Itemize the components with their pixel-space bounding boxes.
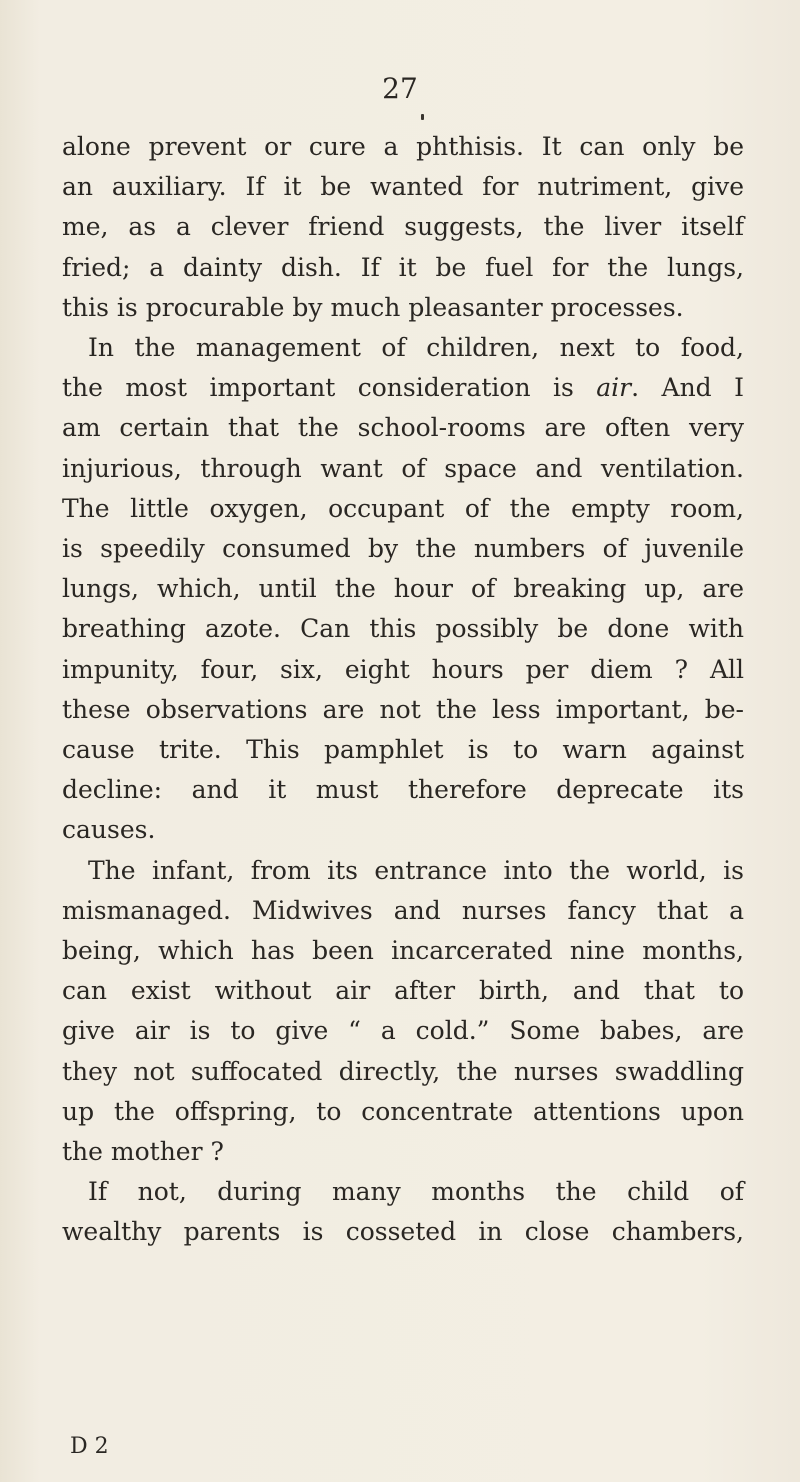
text-line: can exist without air after birth, and that to — [62, 976, 744, 1006]
text-line: cause trite. This pamphlet is to warn against — [62, 735, 744, 764]
text-line: wealthy parents is cosseted in close chambers, — [62, 1217, 744, 1247]
text-line: lungs, which, until the hour of breaking up, are — [62, 574, 744, 604]
text-line: being, which has been incarcerated nine months, — [62, 936, 744, 965]
emphasis-air: air — [596, 373, 632, 403]
text-line: the mother ? — [62, 1137, 224, 1166]
text-line: breathing azote. Can this possibly be done with — [62, 614, 744, 644]
text-line: alone prevent or cure a phthisis. It can only be — [62, 132, 744, 161]
text-line: In the management of children, next to food, — [88, 333, 744, 362]
text-line: The little oxygen, occupant of the empty room, — [62, 493, 744, 523]
text-line: this is procurable by much pleasanter processes. — [62, 292, 684, 322]
text-line: give air is to give “ a cold.” Some babes, are — [62, 1016, 744, 1046]
text-line: am certain that the school-rooms are often very — [62, 413, 744, 443]
text-line: they not suffocated directly, the nurses swaddling — [62, 1056, 744, 1086]
text-line: is speedily consumed by the numbers of juvenile — [62, 534, 744, 563]
text-line: an auxiliary. If it be wanted for nutriment, give — [62, 172, 744, 202]
text-line: decline: and it must therefore deprecate its — [62, 775, 744, 805]
text-line: impunity, four, six, eight hours per diem ? All — [62, 654, 744, 684]
text-line: injurious, through want of space and ventilation. — [62, 453, 744, 483]
text-line: causes. — [62, 815, 156, 845]
text-line: fried; a dainty dish. If it be fuel for the lungs, — [62, 252, 744, 282]
text-line: these observations are not the less important, be- — [62, 694, 744, 724]
text-line: the most important consideration is air. And I — [62, 373, 744, 403]
text-line: me, as a clever friend suggests, the liver itself — [62, 212, 744, 242]
text-line: mismanaged. Midwives and nurses fancy that a — [62, 895, 744, 925]
ink-mark — [421, 114, 424, 120]
page-number: 27 — [382, 72, 418, 105]
text-line: The infant, from its entrance into the world, is — [88, 855, 744, 885]
text-line: If not, during many months the child of — [88, 1177, 744, 1207]
signature-mark: D 2 — [70, 1434, 109, 1459]
text-line: up the offspring, to concentrate attentions upon — [62, 1096, 744, 1126]
